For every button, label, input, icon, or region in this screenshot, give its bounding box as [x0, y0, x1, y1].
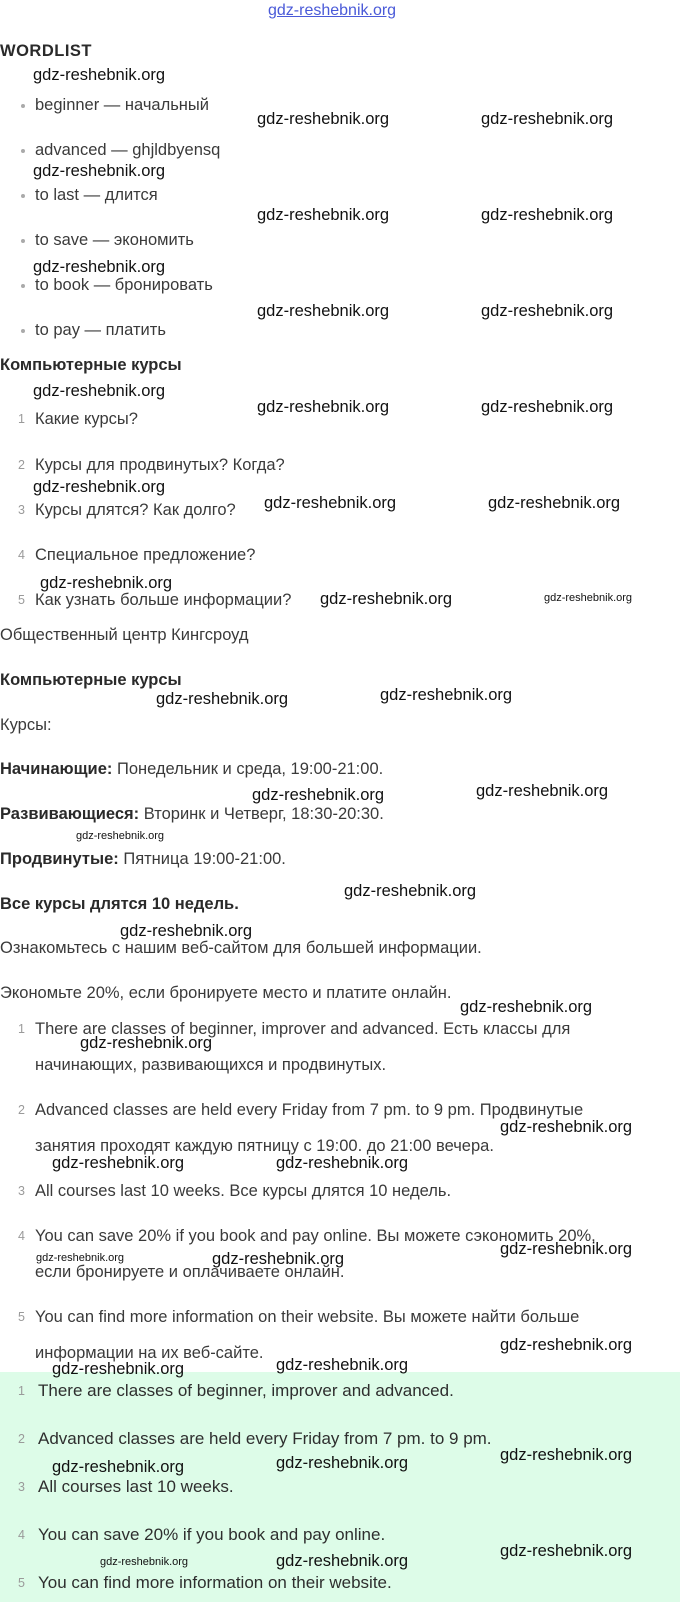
list-number: 5	[18, 1576, 25, 1590]
list-number: 4	[18, 1229, 25, 1243]
watermark: gdz-reshebnik.org	[33, 162, 166, 180]
website-text: Ознакомьтесь с нашим веб-сайтом для большей информации.	[0, 939, 482, 957]
watermark: gdz-reshebnik.org	[40, 574, 173, 592]
watermark: gdz-reshebnik.org	[488, 494, 621, 512]
improvers-schedule	[0, 805, 384, 824]
list-number: 2	[18, 458, 25, 472]
watermark: gdz-reshebnik.org	[500, 1240, 633, 1258]
watermark: gdz-reshebnik.org	[380, 686, 513, 704]
watermark: gdz-reshebnik.org	[156, 690, 289, 708]
watermark: gdz-reshebnik.org	[500, 1118, 633, 1136]
bullet-dot	[21, 284, 25, 288]
watermark: gdz-reshebnik.org	[257, 110, 390, 128]
courses-label: Курсы:	[0, 716, 52, 734]
improvers-label: Развивающиеся:	[0, 805, 140, 823]
list-item: All courses last 10 weeks. Все курсы длятся 10 недель.	[35, 1182, 452, 1200]
bullet-dot	[21, 194, 25, 198]
list-number: 4	[18, 1528, 25, 1542]
watermark: gdz-reshebnik.org	[481, 206, 614, 224]
watermark: gdz-reshebnik.org	[481, 398, 614, 416]
list-number: 1	[18, 1384, 25, 1398]
bullet-dot	[21, 329, 25, 333]
watermark: gdz-reshebnik.org	[33, 66, 166, 84]
list-item: Специальное предложение?	[35, 546, 256, 564]
watermark: gdz-reshebnik.org	[276, 1552, 409, 1570]
list-item: Курсы длятся? Как долго?	[35, 501, 236, 519]
list-item-continuation: если бронируете и оплачиваете онлайн.	[35, 1263, 345, 1281]
list-item: Курсы для продвинутых? Когда?	[35, 456, 285, 474]
list-item: Как узнать больше информации?	[35, 591, 292, 609]
list-item: Какие курсы?	[35, 410, 138, 428]
list-number: 2	[18, 1103, 25, 1117]
advanced-schedule	[0, 850, 286, 869]
advanced-text: Пятница 19:00-21:00.	[118, 850, 286, 868]
watermark: gdz-reshebnik.org	[500, 1336, 633, 1354]
bullet-dot	[21, 149, 25, 153]
watermark: gdz-reshebnik.org	[252, 786, 385, 804]
beginners-schedule	[0, 760, 383, 779]
list-item: advanced — ghjldbyensq	[35, 141, 221, 159]
watermark: gdz-reshebnik.org	[481, 110, 614, 128]
watermark: gdz-reshebnik.org	[544, 592, 633, 604]
watermark: gdz-reshebnik.org	[33, 258, 166, 276]
watermark: gdz-reshebnik.org	[276, 1454, 409, 1472]
list-number: 1	[18, 412, 25, 426]
notice-title: Компьютерные курсы	[0, 671, 182, 689]
answer-item: There are classes of beginner, improver and advanced.	[38, 1381, 454, 1400]
answer-item: You can find more information on their website.	[38, 1573, 392, 1592]
watermark: gdz-reshebnik.org	[80, 1034, 213, 1052]
list-number: 3	[18, 503, 25, 517]
watermark: gdz-reshebnik.org	[500, 1542, 633, 1560]
list-number: 3	[18, 1184, 25, 1198]
list-item: to save — экономить	[35, 231, 194, 249]
watermark: gdz-reshebnik.org	[52, 1154, 185, 1172]
list-item: There are classes of beginner, improver and advanced. Есть классы для	[35, 1020, 571, 1038]
bullet-dot	[21, 104, 25, 108]
list-item-continuation: информации на их веб-сайте.	[35, 1344, 264, 1362]
improvers-text: Вторинк и Четверг, 18:30-20:30.	[139, 805, 384, 823]
watermark: gdz-reshebnik.org	[257, 398, 390, 416]
watermark: gdz-reshebnik.org	[476, 782, 609, 800]
questions-title: Компьютерные курсы	[0, 356, 182, 374]
list-item: beginner — начальный	[35, 96, 209, 114]
save-text: Экономьте 20%, если бронируете место и платите онлайн.	[0, 984, 452, 1002]
list-item: to last — длится	[35, 186, 158, 204]
answer-item: Advanced classes are held every Friday from 7 pm. to 9 pm.	[38, 1429, 492, 1448]
list-number: 2	[18, 1432, 25, 1446]
watermark: gdz-reshebnik.org	[120, 922, 253, 940]
list-number: 3	[18, 1480, 25, 1494]
watermark: gdz-reshebnik.org	[264, 494, 397, 512]
watermark: gdz-reshebnik.org	[276, 1356, 409, 1374]
watermark: gdz-reshebnik.org	[500, 1446, 633, 1464]
watermark: gdz-reshebnik.org	[100, 1556, 189, 1568]
watermark: gdz-reshebnik.org	[460, 998, 593, 1016]
list-item: You can save 20% if you book and pay online. Вы можете сэкономить 20%,	[35, 1227, 596, 1245]
watermark: gdz-reshebnik.org	[36, 1252, 125, 1264]
watermark: gdz-reshebnik.org	[76, 830, 165, 842]
bullet-dot	[21, 239, 25, 243]
watermark: gdz-reshebnik.org	[257, 302, 390, 320]
list-item: to pay — платить	[35, 321, 166, 339]
watermark: gdz-reshebnik.org	[257, 206, 390, 224]
header-watermark[interactable]: gdz-reshebnik.org	[268, 2, 397, 19]
list-number: 5	[18, 593, 25, 607]
watermark: gdz-reshebnik.org	[52, 1360, 185, 1378]
list-item-continuation: начинающих, развивающихся и продвинутых.	[35, 1056, 387, 1074]
community-center: Общественный центр Кингсроуд	[0, 626, 249, 644]
list-number: 1	[18, 1022, 25, 1036]
watermark: gdz-reshebnik.org	[33, 382, 166, 400]
watermark: gdz-reshebnik.org	[344, 882, 477, 900]
watermark: gdz-reshebnik.org	[52, 1458, 185, 1476]
watermark: gdz-reshebnik.org	[481, 302, 614, 320]
watermark: gdz-reshebnik.org	[320, 590, 453, 608]
watermark: gdz-reshebnik.org	[276, 1154, 409, 1172]
watermark: gdz-reshebnik.org	[33, 478, 166, 496]
watermark: gdz-reshebnik.org	[212, 1250, 345, 1268]
list-item: You can find more information on their website. Вы можете найти больше	[35, 1308, 580, 1326]
advanced-label: Продвинутые:	[0, 850, 119, 868]
answer-item: All courses last 10 weeks.	[38, 1477, 234, 1496]
list-number: 4	[18, 548, 25, 562]
answer-item: You can save 20% if you book and pay online.	[38, 1525, 386, 1544]
list-item: Advanced classes are held every Friday from 7 pm. to 9 pm. Продвинутые	[35, 1101, 584, 1119]
beginners-text: Понедельник и среда, 19:00-21:00.	[112, 760, 384, 778]
list-item: to book — бронировать	[35, 276, 213, 294]
duration-text: Все курсы длятся 10 недель.	[0, 895, 239, 913]
beginners-label: Начинающие:	[0, 760, 113, 778]
list-item-continuation: занятия проходят каждую пятницу с 19:00. до 21:00 вечера.	[35, 1137, 494, 1155]
list-number: 5	[18, 1310, 25, 1324]
wordlist-title: WORDLIST	[0, 42, 92, 60]
